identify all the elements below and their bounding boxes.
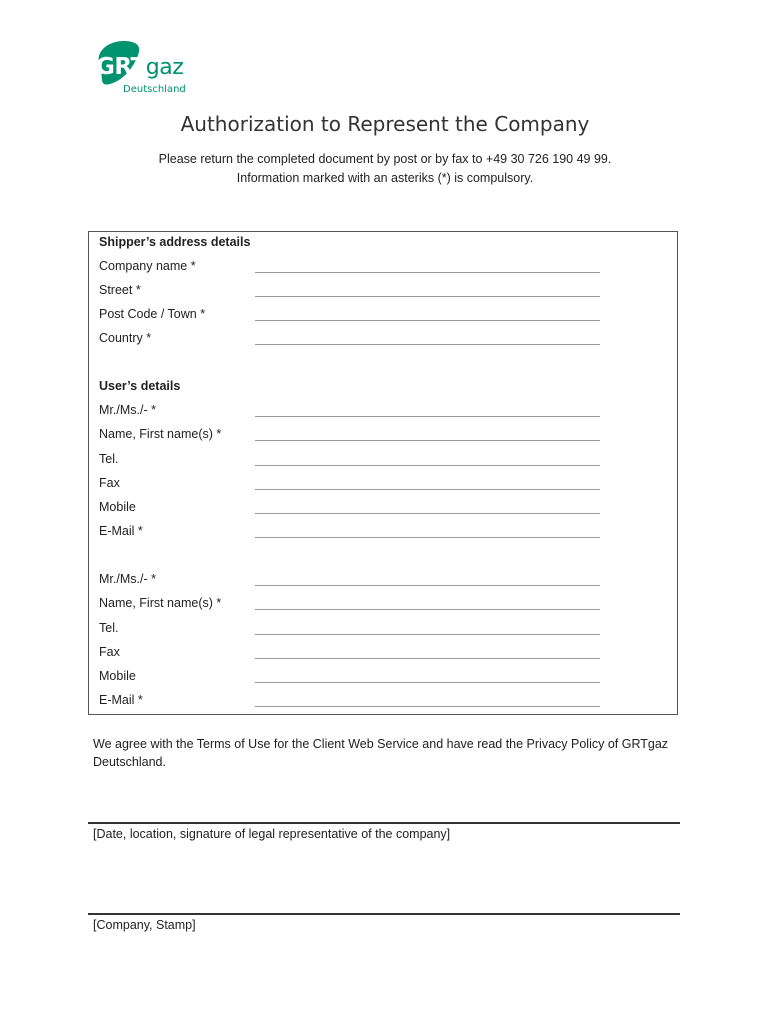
- user1-salutation-field[interactable]: [255, 416, 600, 417]
- user2-name-field[interactable]: [255, 609, 600, 610]
- user2-salutation-label: Mr./Ms./- *: [99, 572, 156, 586]
- country-label: Country *: [99, 331, 152, 345]
- agreement-text: We agree with the Terms of Use for the Client Web Service and have read the Privacy Policy of GRTgaz Deutschland.: [93, 737, 669, 769]
- user2-email-label: E-Mail *: [99, 693, 143, 707]
- users-section-heading: User’s details: [99, 379, 181, 393]
- legal-rep-signature-line[interactable]: [88, 822, 680, 824]
- user1-email-label: E-Mail *: [99, 524, 143, 538]
- user2-email-field[interactable]: [255, 706, 600, 707]
- logo-gaz-text: gaz: [145, 55, 184, 80]
- logo-wordmark: [96, 54, 183, 80]
- user1-fax-field[interactable]: [255, 489, 600, 490]
- user2-tel-label: Tel.: [99, 621, 119, 635]
- street-field[interactable]: [255, 296, 600, 297]
- street-label: Street *: [99, 283, 141, 297]
- user1-name-field[interactable]: [255, 440, 600, 441]
- user1-salutation-label: Mr./Ms./- *: [99, 403, 156, 417]
- user1-mobile-label: Mobile: [99, 500, 136, 514]
- intro-text: [0, 150, 770, 188]
- country-field[interactable]: [255, 344, 600, 345]
- logo-grt-text: GRT: [96, 54, 146, 80]
- company-stamp-line[interactable]: [88, 913, 680, 915]
- intro-line-2: Information marked with an asteriks (*) is compulsory.: [236, 171, 534, 185]
- intro-line-1: Please return the completed document by post or by fax to +49 30 726 190 49 99.: [158, 152, 612, 166]
- company-name-label: Company name *: [99, 259, 196, 273]
- logo-subtitle: Deutschland: [123, 84, 186, 95]
- user1-email-field[interactable]: [255, 537, 600, 538]
- user2-tel-field[interactable]: [255, 634, 600, 635]
- user1-mobile-field[interactable]: [255, 513, 600, 514]
- company-stamp-label: [Company, Stamp]: [93, 918, 196, 932]
- user1-name-label: Name, First name(s) *: [99, 427, 222, 441]
- grtgaz-logo: [90, 38, 200, 100]
- shipper-section-heading: Shipper’s address details: [99, 235, 251, 249]
- user2-mobile-field[interactable]: [255, 682, 600, 683]
- user2-fax-field[interactable]: [255, 658, 600, 659]
- user2-mobile-label: Mobile: [99, 669, 136, 683]
- details-form-box: [88, 231, 678, 715]
- company-name-field[interactable]: [255, 272, 600, 273]
- user1-tel-label: Tel.: [99, 452, 119, 466]
- user2-salutation-field[interactable]: [255, 585, 600, 586]
- legal-rep-signature-label: [Date, location, signature of legal representative of the company]: [93, 827, 451, 841]
- postcode-town-label: Post Code / Town *: [99, 307, 206, 321]
- user1-fax-label: Fax: [99, 476, 120, 490]
- page-title: Authorization to Represent the Company: [180, 112, 590, 136]
- user2-fax-label: Fax: [99, 645, 120, 659]
- user2-name-label: Name, First name(s) *: [99, 596, 222, 610]
- user1-tel-field[interactable]: [255, 465, 600, 466]
- postcode-town-field[interactable]: [255, 320, 600, 321]
